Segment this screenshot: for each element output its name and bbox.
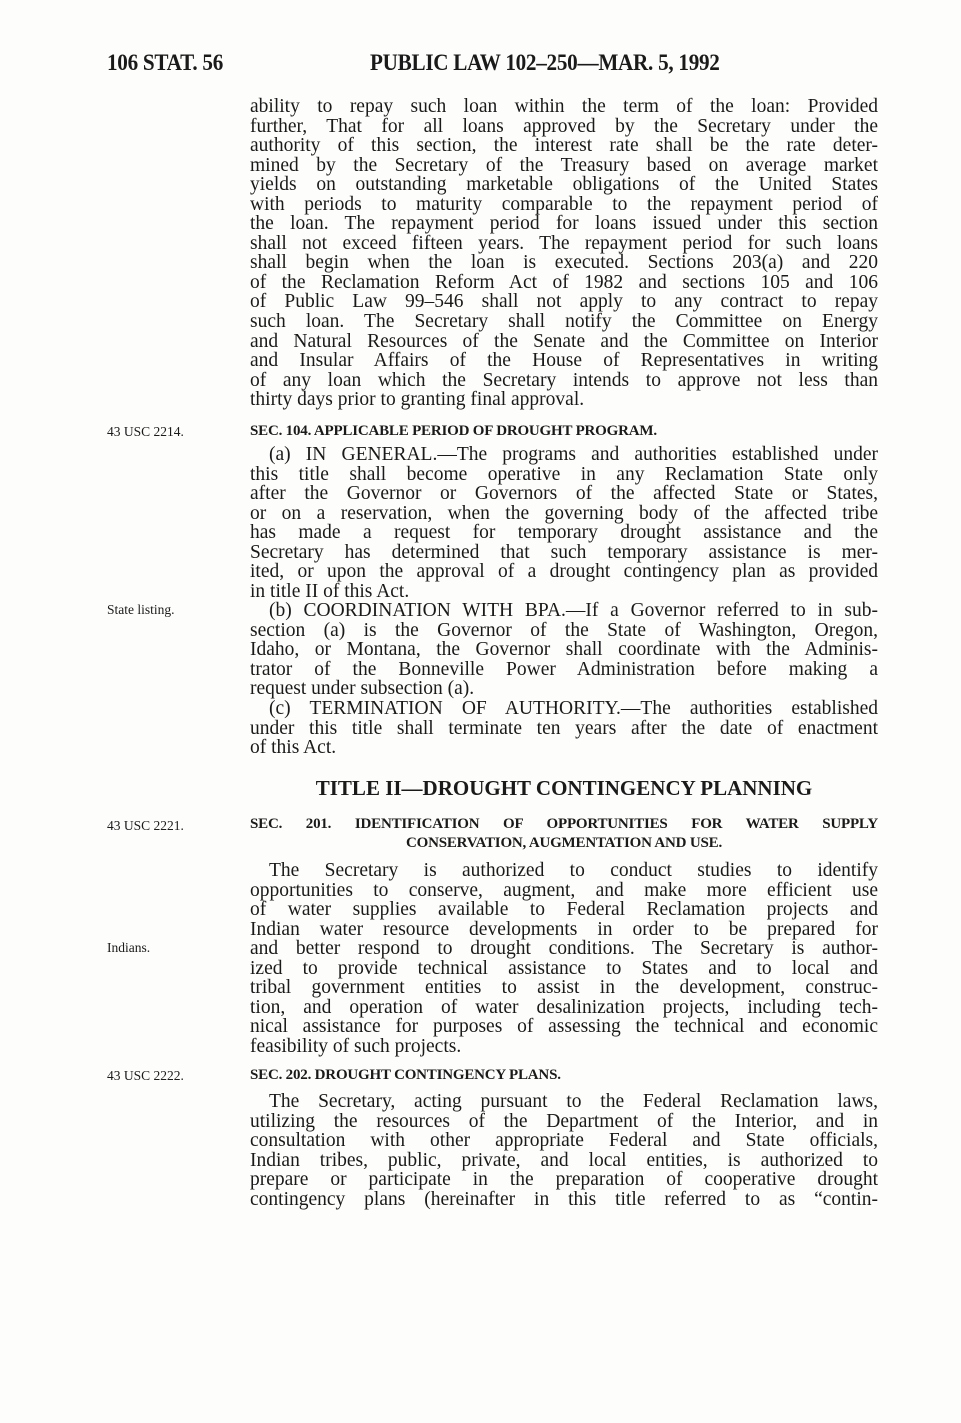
text-line: has made a request for temporary drought assistance and the xyxy=(250,522,878,544)
margin-note-usc-2222: 43 USC 2222. xyxy=(107,1068,184,1083)
text-line: section (a) is the Governor of the State of Washington, Oregon, xyxy=(250,619,878,641)
text-line: trator of the Bonneville Power Administration before making a xyxy=(250,658,878,680)
section-201-heading-line1: SEC. 201. IDENTIFICATION OF OPPORTUNITIES FOR WATER SUPPLY xyxy=(250,816,878,832)
margin-note-usc-2221: 43 USC 2221. xyxy=(107,818,184,833)
text-line: after the Governor or Governors of the affected State or States, xyxy=(250,483,878,505)
text-line: in title II of this Act. xyxy=(250,580,410,602)
text-line: with periods to maturity comparable to the repayment period of xyxy=(250,193,878,215)
text-line: (c) TERMINATION OF AUTHORITY.—The authorities established xyxy=(269,698,878,719)
text-line: and better respond to drought conditions. The Secretary is author- xyxy=(250,938,878,960)
text-line: shall not exceed fifteen years. The repayment period for such loans xyxy=(250,232,878,254)
text-line: of water supplies available to Federal Reclamation projects and xyxy=(250,899,878,921)
text-line: tion, and operation of water desalinization projects, including tech- xyxy=(250,996,878,1018)
text-line: or on a reservation, when the governing body of the affected tribe xyxy=(250,502,878,524)
text-line: thirty days prior to granting final approval. xyxy=(250,389,585,411)
text-line: authority of this section, the interest rate shall be the rate deter- xyxy=(250,135,878,157)
text-line: Secretary has determined that such temporary assistance is mer- xyxy=(250,541,878,563)
text-line: of any loan which the Secretary intends to approve not less than xyxy=(250,369,878,391)
text-line: prepare or participate in the preparation of cooperative drought xyxy=(250,1169,878,1191)
page-reference: 106 STAT. 56 xyxy=(107,50,224,75)
text-line: under this title shall terminate ten years after the date of enactment xyxy=(250,717,878,739)
text-line: mined by the Secretary of the Treasury based on average market xyxy=(250,154,878,176)
text-line: The Secretary is authorized to conduct studies to identify xyxy=(269,860,878,881)
text-line: The Secretary, acting pursuant to the Federal Reclamation laws, xyxy=(269,1091,878,1112)
text-line: of the Reclamation Reform Act of 1982 and sections 105 and 106 xyxy=(250,271,878,293)
text-line: the loan. The repayment period for loans issued under this section xyxy=(250,213,878,235)
section-202-heading: SEC. 202. DROUGHT CONTINGENCY PLANS. xyxy=(250,1067,561,1083)
text-line: ized to provide technical assistance to States and to local and xyxy=(250,957,878,979)
margin-note-usc-2214: 43 USC 2214. xyxy=(107,424,184,439)
text-line: (a) IN GENERAL.—The programs and authorities established under xyxy=(269,444,878,465)
text-line: Idaho, or Montana, the Governor shall coordinate with the Adminis- xyxy=(250,639,878,661)
text-line: ability to repay such loan within the term of the loan: Provided xyxy=(250,96,878,117)
text-line: Indian tribes, public, private, and local entities, is authorized to xyxy=(250,1149,878,1171)
text-line: such loan. The Secretary shall notify the Committee on Energy xyxy=(250,311,878,333)
text-line: ited, or upon the approval of a drought contingency plan as provided xyxy=(250,561,878,583)
text-line: tribal government entities to assist in the development, construc- xyxy=(250,977,878,999)
text-line: and Natural Resources of the Senate and the Committee on Interior xyxy=(250,330,878,352)
section-104-heading: SEC. 104. APPLICABLE PERIOD OF DROUGHT PROGRAM. xyxy=(250,423,657,439)
margin-note-state-listing: State listing. xyxy=(107,602,175,617)
section-201-body xyxy=(250,861,878,1056)
text-line: request under subsection (a). xyxy=(250,678,475,700)
section-104-c xyxy=(250,699,878,758)
text-line: of this Act. xyxy=(250,737,337,759)
text-line: yields on outstanding marketable obligations of the United States xyxy=(250,174,878,196)
text-line: of Public Law 99–546 shall not apply to any contract to repay xyxy=(250,291,878,313)
text-line: shall begin when the loan is executed. Sections 203(a) and 220 xyxy=(250,252,878,274)
text-line: Indian water resource developments in order to be prepared for xyxy=(250,918,878,940)
section-201-heading-line2: CONSERVATION, AUGMENTATION AND USE. xyxy=(406,835,722,851)
paragraph-loan-terms xyxy=(250,97,878,410)
text-line: further, That for all loans approved by the Secretary under the xyxy=(250,115,878,137)
section-202-body xyxy=(250,1092,878,1209)
title-ii-heading: TITLE II—DROUGHT CONTINGENCY PLANNING xyxy=(315,776,813,800)
text-line: contingency plans (hereinafter in this title referred to as “contin- xyxy=(250,1188,878,1210)
text-line: nical assistance for purposes of assessing the technical and economic xyxy=(250,1016,878,1038)
text-line: and Insular Affairs of the House of Representatives in writing xyxy=(250,350,878,372)
margin-note-indians: Indians. xyxy=(107,940,151,955)
text-line: feasibility of such projects. xyxy=(250,1035,462,1057)
text-line: consultation with other appropriate Federal and State officials, xyxy=(250,1130,878,1152)
section-104-a xyxy=(250,445,878,601)
text-line: this title shall become operative in any Reclamation State only xyxy=(250,463,878,485)
section-104-b xyxy=(250,601,878,699)
text-line: (b) COORDINATION WITH BPA.—If a Governor referred to in sub- xyxy=(269,600,878,621)
text-line: opportunities to conserve, augment, and make more efficient use xyxy=(250,879,878,901)
running-header: PUBLIC LAW 102–250—MAR. 5, 1992 xyxy=(370,50,720,75)
text-line: utilizing the resources of the Department of the Interior, and in xyxy=(250,1110,878,1132)
